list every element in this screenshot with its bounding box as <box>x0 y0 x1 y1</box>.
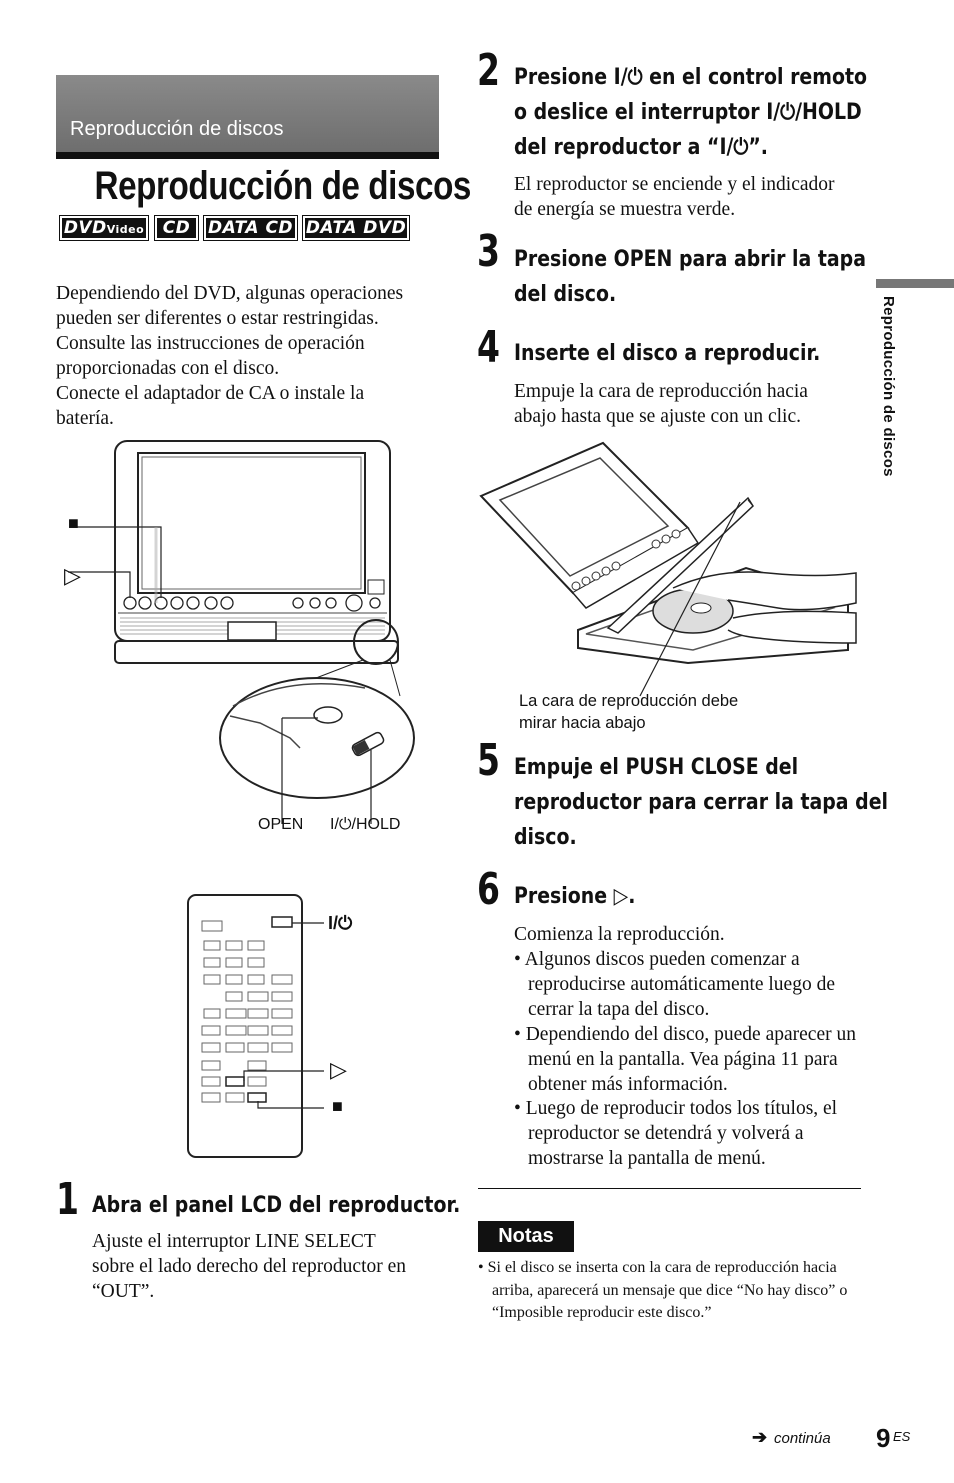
step-6-body: Comienza la reproducción. <box>514 924 725 945</box>
step-1-title: Abra el panel LCD del reproductor. <box>92 1193 461 1218</box>
badge-data-cd: DATA CD <box>203 215 298 241</box>
step-4-title: Inserte el disco a reproducir. <box>514 341 821 366</box>
section-header-text: Reproducción de discos <box>70 118 284 140</box>
step-5-number: 5 <box>477 735 500 786</box>
play-icon: ▷ <box>64 563 81 588</box>
step-6-title: Presione ▷. <box>514 884 636 909</box>
step-6-bullet: • Algunos discos pueden comenzar a reproducirse automáticamente luego de cerrar la tapa del disco. <box>514 949 835 1020</box>
step-2-number: 2 <box>477 45 500 96</box>
badge-cd: CD <box>154 215 199 241</box>
side-tab-bar <box>876 279 954 288</box>
notes-divider <box>478 1188 861 1189</box>
section-header-rule <box>56 152 439 159</box>
continues-label: continúa <box>774 1430 831 1447</box>
step-6-bullet: • Luego de reproducir todos los títulos, el reproductor se detendrá y volverá a mostrarse la pantalla de menú. <box>514 1098 838 1169</box>
step-2-body: El reproductor se enciende y el indicador de energía se muestra verde. <box>514 174 835 220</box>
step-3-number: 3 <box>477 226 500 277</box>
arrow-right-icon: ➔ <box>752 1427 768 1447</box>
step-2-title: Presione I/⏻ en el control remoto o deslice el interruptor I/⏻/HOLD del reproductor a “I/⏻”. <box>514 65 868 160</box>
side-tab-text: Reproducción de discos <box>880 296 897 477</box>
note-item: • Si el disco se inserta con la cara de reproducción hacia arriba, aparecerá un mensaje que dice “No hay disco” o “Imposible reproducir este disco.” <box>478 1259 848 1321</box>
notes-badge: Notas <box>478 1221 574 1252</box>
disc-caption: La cara de reproducción debe mirar hacia abajo <box>519 692 739 732</box>
step-3-title: Presione OPEN para abrir la tapa del disco. <box>514 247 866 307</box>
step-1-number: 1 <box>56 1174 79 1225</box>
step-6-number: 6 <box>477 864 500 915</box>
page-number: 9 <box>876 1423 891 1453</box>
stop-icon: ■ <box>68 513 79 533</box>
power-hold-label: I/⏻/HOLD <box>330 816 401 833</box>
open-label: OPEN <box>258 816 304 833</box>
badge-dvd-video: DVDVideo <box>59 215 149 241</box>
step-6-bullet: • Dependiendo del disco, puede aparecer un menú en la pantalla. Vea página 11 para obtener más información. <box>514 1024 856 1095</box>
remote-illustration <box>186 893 326 1163</box>
badge-data-dvd: DATA DVD <box>302 215 410 241</box>
power-icon: I/⏻ <box>328 913 353 933</box>
page-suffix: ES <box>893 1429 911 1444</box>
disc-insert-illustration <box>478 438 863 700</box>
step-1-body: Ajuste el interruptor LINE SELECT sobre el lado derecho del reproductor en “OUT”. <box>92 1231 407 1302</box>
step-5-title: Empuje el PUSH CLOSE del reproductor para cerrar la tapa del disco. <box>514 755 889 850</box>
player-illustration <box>60 438 440 858</box>
remote-play-icon: ▷ <box>330 1057 347 1082</box>
step-4-body: Empuje la cara de reproducción hacia abajo hasta que se ajuste con un clic. <box>514 381 808 427</box>
remote-stop-icon: ■ <box>332 1096 343 1116</box>
page-title: Reproducción de discos <box>94 164 471 208</box>
step-4-number: 4 <box>477 322 500 373</box>
intro-text: Dependiendo del DVD, algunas operaciones pueden ser diferentes o estar restringidas. Consulte las instrucciones de operación proporcionadas con el disco. Conecte el adaptador de CA o instale la batería. <box>56 283 404 429</box>
